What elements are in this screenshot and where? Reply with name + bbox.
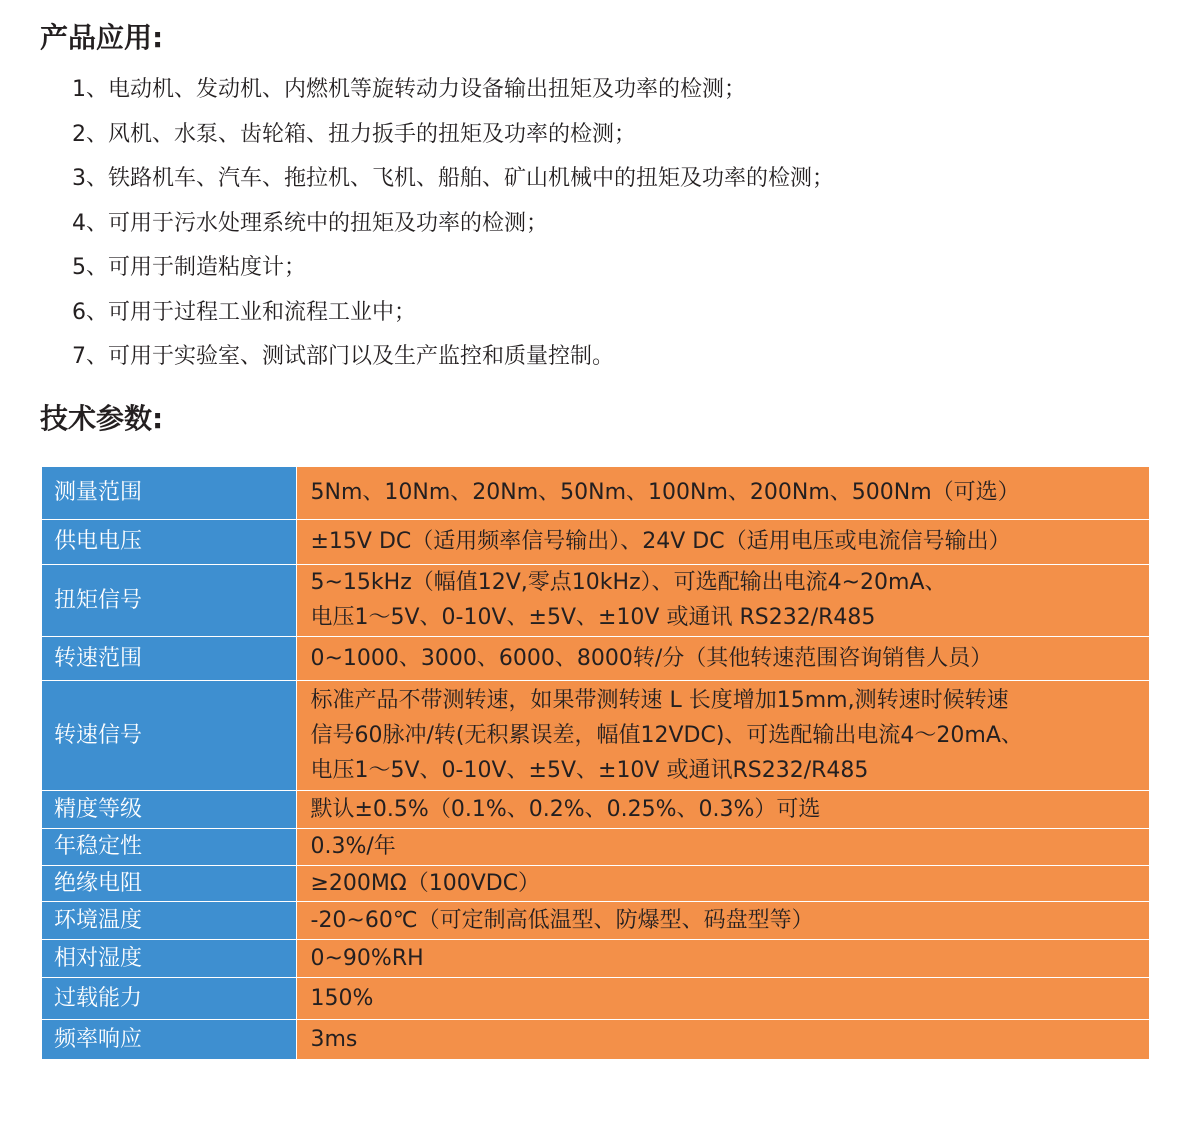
spec-value-line: 0~90%RH (310, 945, 424, 971)
table-row (42, 680, 1149, 790)
spec-value (296, 1019, 1149, 1059)
spec-label: 测量范围 (42, 467, 296, 519)
list-item: 1、电动机、发动机、内燃机等旋转动力设备输出扭矩及功率的检测； (72, 77, 746, 102)
specs-table (42, 467, 1149, 1060)
list-item: 6、可用于过程工业和流程工业中； (72, 299, 416, 325)
list-item: 2、风机、水泵、齿轮箱、扭力扳手的扭矩及功率的检测； (72, 121, 636, 147)
spec-value (296, 564, 1149, 636)
spec-value (296, 901, 1149, 939)
spec-label: 相对湿度 (42, 939, 296, 977)
spec-label: 供电电压 (42, 519, 296, 564)
spec-label: 精度等级 (42, 790, 296, 828)
table-row (42, 564, 1149, 636)
spec-label: 过载能力 (42, 977, 296, 1019)
spec-label: 频率响应 (42, 1019, 296, 1059)
table-row (42, 977, 1149, 1019)
spec-value-line: 0~1000、3000、6000、8000转/分（其他转速范围咨询销售人员） (310, 645, 993, 671)
table-row (42, 790, 1149, 828)
list-item: 7、可用于实验室、测试部门以及生产监控和质量控制。 (72, 344, 614, 369)
spec-value-line: 电压1～5V、0-10V、±5V、±10V 或通讯RS232/R485 (310, 757, 869, 783)
spec-label: 年稳定性 (42, 828, 296, 865)
spec-value-line: ±15V DC（适用频率信号输出）、24V DC（适用电压或电流信号输出） (310, 529, 1011, 554)
table-row (42, 519, 1149, 564)
list-item: 4、可用于污水处理系统中的扭矩及功率的检测； (72, 210, 548, 236)
spec-value (296, 636, 1149, 680)
table-row (42, 467, 1149, 519)
specs-title: 技术参数: (40, 402, 164, 435)
spec-label: 转速信号 (42, 680, 296, 790)
spec-value (296, 977, 1149, 1019)
table-row (42, 1019, 1149, 1059)
applications-title: 产品应用: (40, 21, 164, 54)
spec-label: 绝缘电阻 (42, 865, 296, 901)
spec-value-line: 3ms (310, 1026, 358, 1052)
spec-value-line: ≥200MΩ（100VDC） (310, 870, 541, 896)
table-row (42, 939, 1149, 977)
spec-value-line: 电压1～5V、0-10V、±5V、±10V 或通讯 RS232/R485 (310, 605, 876, 630)
spec-value (296, 519, 1149, 564)
spec-value (296, 467, 1149, 519)
table-row (42, 865, 1149, 901)
spec-value-line: 5~15kHz（幅值12V,零点10kHz）、可选配输出电流4~20mA、 (310, 570, 947, 595)
spec-label: 转速范围 (42, 636, 296, 680)
spec-value-line: 信号60脉冲/转(无积累误差，幅值12VDC)、可选配输出电流4～20mA、 (310, 722, 1023, 748)
list-item: 5、可用于制造粘度计； (72, 255, 306, 280)
spec-label: 扭矩信号 (42, 564, 296, 636)
spec-value (296, 680, 1149, 790)
table-row (42, 901, 1149, 939)
spec-value-line: 5Nm、10Nm、20Nm、50Nm、100Nm、200Nm、500Nm（可选） (310, 480, 1020, 506)
spec-value (296, 939, 1149, 977)
spec-value (296, 790, 1149, 828)
applications-list (72, 68, 834, 380)
spec-value (296, 828, 1149, 865)
table-row (42, 828, 1149, 865)
spec-value-line: 0.3%/年 (310, 834, 396, 859)
spec-value (296, 865, 1149, 901)
spec-label: 环境温度 (42, 901, 296, 939)
table-row (42, 636, 1149, 680)
spec-value-line: -20~60℃（可定制高低温型、防爆型、码盘型等） (310, 907, 814, 933)
spec-value-line: 150% (310, 985, 374, 1011)
spec-value-line: 默认±0.5%（0.1%、0.2%、0.25%、0.3%）可选 (310, 796, 821, 822)
list-item: 3、铁路机车、汽车、拖拉机、飞机、船舶、矿山机械中的扭矩及功率的检测； (72, 166, 834, 191)
spec-value-line: 标准产品不带测转速，如果带测转速 L 长度增加15mm,测转速时候转速 (310, 687, 1009, 713)
